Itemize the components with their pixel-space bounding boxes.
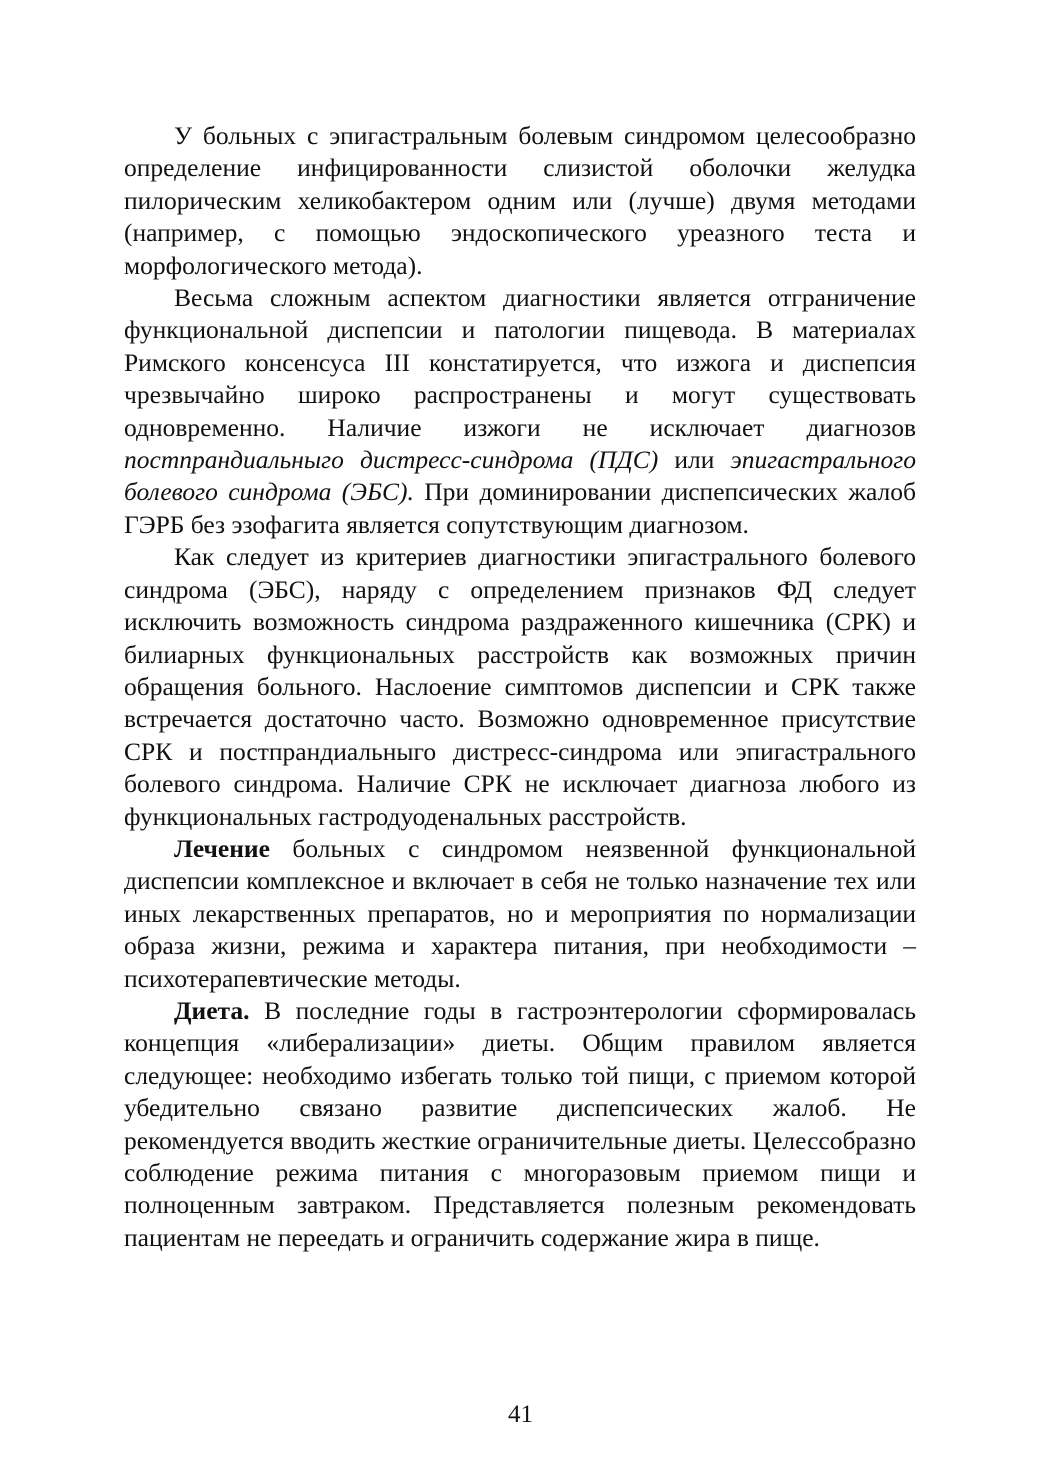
- paragraph-ebs-helicobacter: [124, 120, 916, 282]
- text-run: При доминировании диспепсических жалоб ГЭРБ без эзофагита является сопутствующим диагнозом.: [124, 477, 916, 539]
- paragraph-treatment: [124, 833, 916, 995]
- bold-term-treatment: Лечение: [174, 833, 270, 863]
- bold-term-diet: Диета.: [174, 995, 250, 1025]
- paragraph-srk: [124, 541, 916, 833]
- italic-term-pds: постпрандиальныго дистресс-синдрома (ПДС): [124, 445, 659, 475]
- text-run: У больных с эпигастральным болевым синдромом целесообразно определение инфицированности слизистой оболочки желудка пилорическим хеликобактером одним или (лучше) двумя методами (например, с помощью эндоскопического уреазного теста и морфологического метода).: [124, 121, 916, 280]
- paragraph-differential-diagnosis: [124, 282, 916, 541]
- text-run: больных с синдромом неязвенной функциональной диспепсии комплексное и включает в себя не только назначение тех или иных лекарственных препаратов, но и мероприятия по нормализации образа жизни, режима и характера питания, при необходимости – психотерапевтические методы.: [124, 833, 916, 993]
- text-run: или: [658, 445, 731, 475]
- italic-term-ebs: эпигастрального болевого синдрома (ЭБС).: [124, 445, 916, 507]
- paragraph-diet: [124, 995, 916, 1254]
- page-number: 41: [508, 1401, 533, 1428]
- text-run: Как следует из критериев диагностики эпигастрального болевого синдрома (ЭБС), наряду с определением признаков ФД следует исключить возможность синдрома раздраженного кишечника (СРК) и билиарных функциональных расстройств как возможных причин обращения больного. Наслоение симптомов диспепсии и СРК также встречается достаточно часто. Возможно одновременное присутствие СРК и постпрандиальныго дистресс-синдрома или эпигастрального болевого синдрома. Наличие СРК не исключает диагноза любого из функциональных гастродуоденальных расстройств.: [124, 542, 916, 831]
- page-body-text: [124, 120, 916, 1254]
- text-run: Весьма сложным аспектом диагностики является отграничение функциональной диспепсии и патологии пищевода. В материалах Римского консенсуса III констатируется, что изжога и диспепсия чрезвычайно широко распространены и могут существовать одновременно. Наличие изжоги не исключает диагнозов: [124, 283, 916, 442]
- text-run: В последние годы в гастроэнтерологии сформировалась концепция «либерализации» диеты. Общим правилом является следующее: необходимо избегать только той пищи, с приемом которой убедительно связано развитие диспепсических жалоб. Не рекомендуется вводить жесткие ограничительные диеты. Целессобразно соблюдение режима питания с многоразовым приемом пищи и полноценным завтраком. Представляется полезным рекомендовать пациентам не переедать и ограничить содержание жира в пище.: [124, 995, 916, 1252]
